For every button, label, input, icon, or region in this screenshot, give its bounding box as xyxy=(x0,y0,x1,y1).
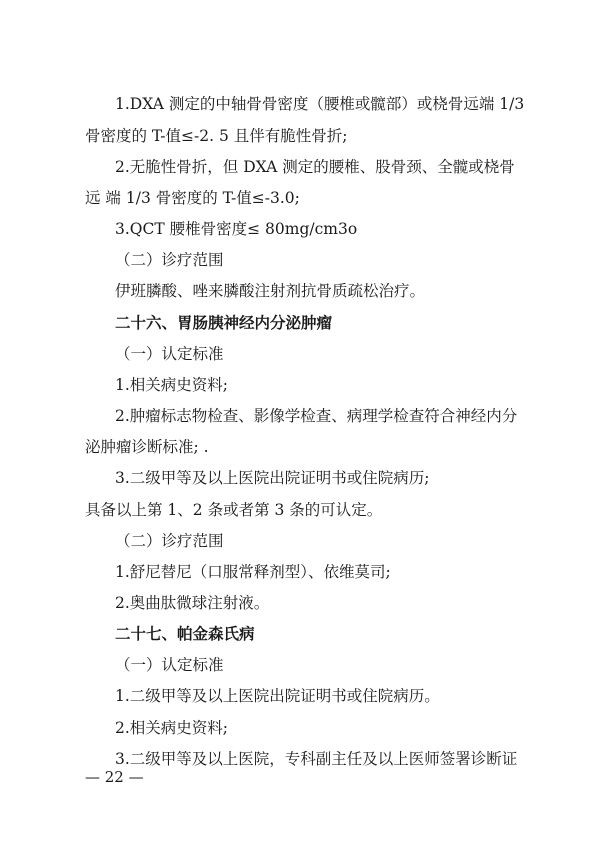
subheading: （二）诊疗范围 xyxy=(115,532,224,550)
section-heading: 二十七、帕金森氏病 xyxy=(115,625,255,643)
text-line: 伊班膦酸、唑来膦酸注射剂抗骨质疏松治疗。 xyxy=(115,282,426,300)
subheading: （一）认定标准 xyxy=(115,656,224,674)
text-line: 2.奥曲肽微球注射液。 xyxy=(115,594,270,612)
text-line: 1.DXA 测定的中轴骨骨密度（腰椎或髋部）或桡骨远端 1/3 xyxy=(115,95,525,113)
text-line: 2.肿瘤标志物检查、影像学检查、病理学检查符合神经内分 xyxy=(115,407,518,425)
text-line: 2.相关病史资料; xyxy=(115,719,229,737)
text-line: 2.无脆性骨折，但 DXA 测定的腰椎、股骨颈、全髋或桡骨 xyxy=(115,158,515,176)
text-line: 具备以上第 1、2 条或者第 3 条的可认定。 xyxy=(85,501,383,519)
section-heading: 二十六、胃肠胰神经内分泌肿瘤 xyxy=(115,314,333,332)
text-line: 3.QCT 腰椎骨密度≤ 80mg/cm3o xyxy=(115,220,358,238)
text-line: 1.舒尼替尼（口服常释剂型）、依维莫司; xyxy=(115,563,391,581)
page-number: — 22 — xyxy=(85,768,144,786)
subheading: （二）诊疗范围 xyxy=(115,251,224,269)
text-line: 1.二级甲等及以上医院出院证明书或住院病历。 xyxy=(115,687,440,705)
text-line: 1.相关病史资料; xyxy=(115,376,229,394)
text-line: 远 端 1/3 骨密度的 T-值≤-3.0; xyxy=(85,189,300,207)
text-line: 骨密度的 T-值≤-2. 5 且伴有脆性骨折; xyxy=(85,127,348,145)
text-line: 3.二级甲等及以上医院出院证明书或住院病历; xyxy=(115,469,430,487)
text-line: 泌肿瘤诊断标准; . xyxy=(85,438,209,456)
subheading: （一）认定标准 xyxy=(115,345,224,363)
text-line: 3.二级甲等及以上医院，专科副主任及以上医师签署诊断证 xyxy=(115,750,518,768)
